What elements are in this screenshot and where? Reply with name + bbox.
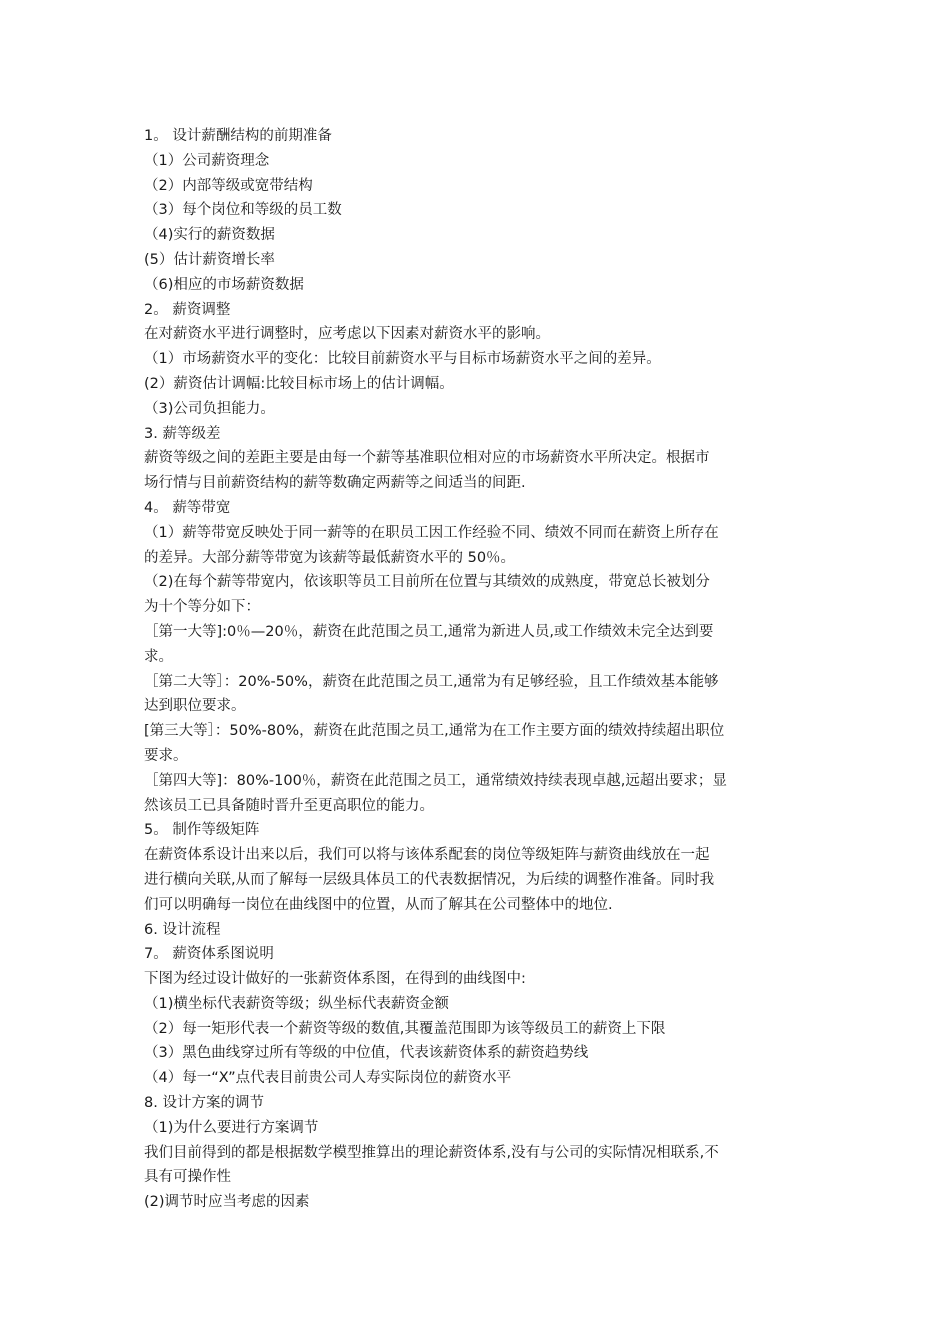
section-heading-8: 8. 设计方案的调节 [144, 1095, 264, 1112]
list-item: （2）内部等级或宽带结构 [144, 177, 313, 194]
document-body [144, 124, 808, 1215]
list-item: （3）黑色曲线穿过所有等级的中位值，代表该薪资体系的薪资趋势线 [144, 1045, 589, 1062]
grade-band-line: [第三大等］：50%-80%，薪资在此范围之员工,通常为在工作主要方面的绩效持续超出职位 [144, 723, 725, 740]
paragraph-line: 进行横向关联,从而了解每一层级具体员工的代表数据情况，为后续的调整作准备。同时我 [144, 871, 715, 888]
paragraph-line: 们可以明确每一岗位在曲线图中的位置，从而了解其在公司整体中的地位. [144, 896, 613, 913]
list-item: （2）每一矩形代表一个薪资等级的数值,其覆盖范围即为该等级员工的薪资上下限 [144, 1020, 666, 1037]
section-heading-6: 6. 设计流程 [144, 921, 221, 938]
grade-band-line: ［第一大等]:0％—20％，薪资在此范围之员工,通常为新进人员,或工作绩效未完全达到要 [144, 623, 714, 640]
list-item: （1)横坐标代表薪资等级；纵坐标代表薪资金额 [144, 995, 449, 1012]
grade-band-line: 求。 [144, 648, 173, 665]
paragraph-line: 具有可操作性 [144, 1169, 231, 1186]
grade-band-line: ［第二大等］：20%-50%，薪资在此范围之员工,通常为有足够经验，且工作绩效基本能够 [144, 673, 719, 690]
list-item: (2)调节时应当考虑的因素 [144, 1194, 310, 1211]
list-item: （4）每一“X”点代表目前贵公司人寿实际岗位的薪资水平 [144, 1070, 512, 1087]
paragraph-line: 为十个等分如下： [144, 599, 260, 616]
section-heading-4: 4。 薪等带宽 [144, 499, 231, 516]
paragraph-line: （1）薪等带宽反映处于同一薪等的在职员工因工作经验不同、绩效不同而在薪资上所存在 [144, 524, 719, 541]
paragraph-line: 我们目前得到的都是根据数学模型推算出的理论薪资体系,没有与公司的实际情况相联系,不 [144, 1144, 719, 1161]
list-item: （3)公司负担能力。 [144, 400, 275, 417]
paragraph-line: （2)在每个薪等带宽内，依该职等员工目前所在位置与其绩效的成熟度，带宽总长被划分 [144, 574, 710, 591]
paragraph-line: 的差异。大部分薪等带宽为该薪等最低薪资水平的 50％。 [144, 549, 516, 566]
paragraph-line: 在对薪资水平进行调整时，应考虑以下因素对薪资水平的影响。 [144, 326, 550, 343]
list-item: （6)相应的市场薪资数据 [144, 276, 304, 293]
list-item: （1）公司薪资理念 [144, 152, 270, 169]
section-heading-7: 7。 薪资体系图说明 [144, 946, 274, 963]
list-item: （3）每个岗位和等级的员工数 [144, 202, 342, 219]
paragraph-line: 在薪资体系设计出来以后，我们可以将与该体系配套的岗位等级矩阵与薪资曲线放在一起 [144, 847, 710, 864]
grade-band-line: 要求。 [144, 747, 188, 764]
section-heading-5: 5。 制作等级矩阵 [144, 822, 260, 839]
list-item: （1）市场薪资水平的变化：比较目前薪资水平与目标市场薪资水平之间的差异。 [144, 351, 661, 368]
grade-band-line: 达到职位要求。 [144, 698, 246, 715]
grade-band-line: ［第四大等]：80%-100％，薪资在此范围之员工，通常绩效持续表现卓越,远超出要求；显 [144, 772, 727, 789]
section-heading-2: 2。 薪资调整 [144, 301, 231, 318]
list-item: （1)为什么要进行方案调节 [144, 1119, 319, 1136]
section-heading-1: 1。 设计薪酬结构的前期准备 [144, 128, 332, 144]
paragraph-line: 下图为经过设计做好的一张薪资体系图，在得到的曲线图中: [144, 971, 526, 988]
grade-band-line: 然该员工已具备随时晋升至更高职位的能力。 [144, 797, 434, 814]
list-item: (2）薪资估计调幅:比较目标市场上的估计调幅。 [144, 375, 454, 392]
list-item: （4)实行的薪资数据 [144, 227, 275, 244]
paragraph-line: 薪资等级之间的差距主要是由每一个薪等基准职位相对应的市场薪资水平所决定。根据市 [144, 450, 710, 467]
paragraph-line: 场行情与目前薪资结构的薪等数确定两薪等之间适当的间距. [144, 475, 526, 492]
section-heading-3: 3. 薪等级差 [144, 425, 221, 442]
list-item: (5）估计薪资增长率 [144, 251, 275, 268]
